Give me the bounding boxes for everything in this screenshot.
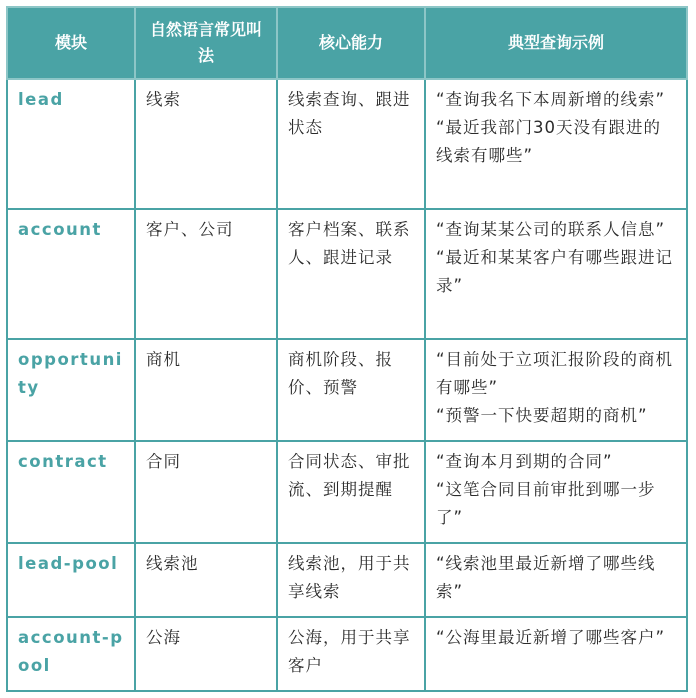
header-names: 自然语言常见叫法 xyxy=(135,7,277,79)
example-text: “查询某某公司的联系人信息” xyxy=(436,220,666,239)
table-row xyxy=(7,543,687,617)
example-text: “公海里最近新增了哪些客户” xyxy=(436,628,666,647)
capability-cell: 客户档案、联系人、跟进记录 xyxy=(277,209,425,339)
capability-cell: 合同状态、审批流、到期提醒 xyxy=(277,441,425,543)
names-cell: 公海 xyxy=(135,617,277,691)
names-cell: 商机 xyxy=(135,339,277,441)
examples-cell xyxy=(425,209,687,339)
example-text: “这笔合同目前审批到哪一步了” xyxy=(436,480,656,527)
examples-cell xyxy=(425,617,687,691)
table-row xyxy=(7,617,687,691)
table-header xyxy=(7,7,687,79)
example-text: “目前处于立项汇报阶段的商机有哪些” xyxy=(436,350,674,397)
examples-cell xyxy=(425,543,687,617)
module-cell: lead xyxy=(7,79,135,209)
capability-cell: 线索池，用于共享线索 xyxy=(277,543,425,617)
table-row xyxy=(7,441,687,543)
capability-cell: 公海，用于共享客户 xyxy=(277,617,425,691)
names-cell: 合同 xyxy=(135,441,277,543)
capability-cell: 线索查询、跟进状态 xyxy=(277,79,425,209)
example-text: “查询本月到期的合同” xyxy=(436,452,613,471)
example-text: “查询我名下本周新增的线索” xyxy=(436,90,666,109)
header-examples: 典型查询示例 xyxy=(425,7,687,79)
example-text: “最近和某某客户有哪些跟进记录” xyxy=(436,248,674,295)
header-row xyxy=(7,7,687,79)
examples-cell xyxy=(425,339,687,441)
examples-cell xyxy=(425,79,687,209)
table-row xyxy=(7,339,687,441)
header-module: 模块 xyxy=(7,7,135,79)
examples-cell xyxy=(425,441,687,543)
names-cell: 线索 xyxy=(135,79,277,209)
example-text: “最近我部门30天没有跟进的线索有哪些” xyxy=(436,118,662,165)
names-cell: 线索池 xyxy=(135,543,277,617)
example-text: “预警一下快要超期的商机” xyxy=(436,406,648,425)
table-body xyxy=(7,79,687,691)
names-cell: 客户、公司 xyxy=(135,209,277,339)
table-row xyxy=(7,209,687,339)
module-cell: contract xyxy=(7,441,135,543)
module-cell: lead-pool xyxy=(7,543,135,617)
example-text: “线索池里最近新增了哪些线索” xyxy=(436,554,656,601)
table-row xyxy=(7,79,687,209)
module-table xyxy=(6,6,688,692)
module-cell: account-pool xyxy=(7,617,135,691)
module-cell: opportunity xyxy=(7,339,135,441)
capability-cell: 商机阶段、报价、预警 xyxy=(277,339,425,441)
header-capability: 核心能力 xyxy=(277,7,425,79)
module-cell: account xyxy=(7,209,135,339)
